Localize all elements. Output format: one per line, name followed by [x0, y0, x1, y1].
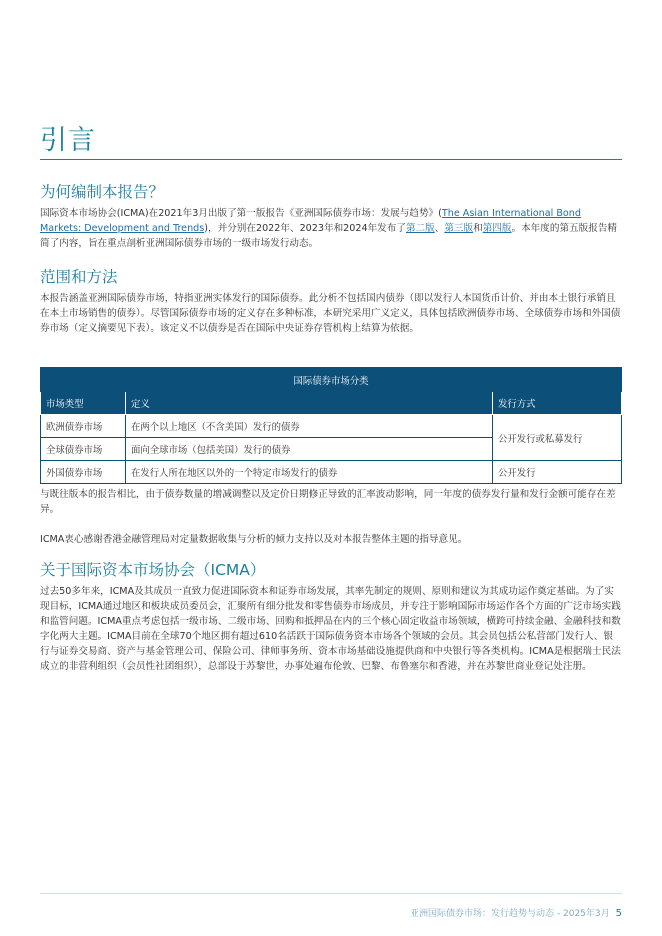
fourth-edition-link[interactable]: 第四版 [482, 223, 512, 234]
second-edition-link[interactable]: 第二版 [405, 223, 435, 234]
table-cell-issuance: 公开发行 [493, 461, 622, 484]
report-link[interactable]: The Asian International Bond Markets: Development and Trends [40, 208, 581, 234]
section-heading-about: 关于国际资本市场协会（ICMA） [40, 561, 266, 579]
page-title: 引言 [40, 125, 96, 156]
title-divider [40, 159, 622, 160]
section-why-paragraph [40, 206, 622, 251]
third-edition-link[interactable]: 第三版 [444, 223, 474, 234]
table-caption: 国际债券市场分类 [41, 368, 622, 392]
table-row [41, 461, 622, 484]
table-cell-type: 欧洲债券市场 [41, 415, 126, 438]
paragraph-text: 。本年度的第五版报告精简了内容，旨在重点剖析亚洲国际债券市场的一级市场发行动态。 [40, 223, 618, 249]
table-cell-definition: 在两个以上地区（不含美国）发行的债券 [126, 415, 493, 438]
footer-text: 亚洲国际债券市场：发行趋势与动态 - 2025年3月 [410, 909, 610, 919]
footer [410, 906, 622, 919]
section-heading-why: 为何编制本报告？ [40, 183, 165, 201]
paragraph-text: 国际资本市场协会(ICMA)在2021年3月出版了第一版报告《亚洲国际债券市场：发展与趋势》( [40, 208, 442, 219]
table-cell-type: 全球债券市场 [41, 438, 126, 461]
table-cell-type: 外国债券市场 [41, 461, 126, 484]
table-header-type: 市场类型 [41, 392, 126, 415]
paragraph-text: 、 [434, 223, 445, 234]
table-header-definition: 定义 [126, 392, 493, 415]
table-cell-definition: 在发行人所在地区以外的一个特定市场发行的债券 [126, 461, 493, 484]
table-cell-definition: 面向全球市场（包括美国）发行的债券 [126, 438, 493, 461]
section-scope-paragraph: 本报告涵盖亚洲国际债券市场，特指亚洲实体发行的国际债券。此分析不包括国内债券（即以发行人本国货币计价、并由本土银行承销且在本土市场销售的债券）。尽管国际债券市场的定义存在多种标准，本研究采用广义定义，具体包括欧洲债券市场、全球债券市场和外国债券市场（定义摘要见下表）。该定义不以债券是否在国际中央证券存管机构上结算为依据。 [40, 293, 621, 334]
footer-divider [40, 893, 622, 894]
revision-note-paragraph: 与既往版本的报告相比，由于债券数量的增减调整以及定价日期修正导致的汇率波动影响，同一年度的债券发行量和发行金额可能存在差异。 [40, 489, 616, 515]
table-cell-issuance: 公开发行或私募发行 [493, 415, 622, 461]
paragraph-text: 和 [473, 223, 483, 234]
paragraph-text: )，并分别在2022年、2023年和2024年发布了 [204, 223, 406, 234]
page-number: 5 [615, 908, 622, 919]
acknowledgement-paragraph: ICMA衷心感谢香港金融管理局对定量数据收集与分析的倾力支持以及对本报告整体主题的指导意见。 [40, 534, 468, 545]
section-about-paragraph: 过去50多年来，ICMA及其成员一直致力促进国际资本和证券市场发展，其率先制定的规则、原则和建议为其成功运作奠定基础。为了实现目标，ICMA通过地区和板块成员委员会，汇聚所有细分批发和零售债券市场成员，并专注于影响国际市场运作各个方面的广泛市场实践和监管问题。ICMA重点考虑包括一级市场、二级市场、回购和抵押品在内的三个核心固定收益市场领域，横跨可持续金融、金融科技和数字化两大主题。ICMA目前在全球70个地区拥有超过610名活跃于国际债务资本市场各个领域的会员。其会员包括公私营部门发行人、银行与证券交易商、资产与基金管理公司、保险公司、律师事务所、资本市场基础设施提供商和中央银行等各类机构。ICMA是根据瑞士民法成立的非营利组织（会员性社团组织），总部设于苏黎世，办事处遍布伦敦、巴黎、布鲁塞尔和香港，并在苏黎世商业登记处注册。 [40, 586, 621, 672]
section-heading-scope: 范围和方法 [40, 268, 118, 286]
table-row [41, 415, 622, 438]
table-header-issuance: 发行方式 [493, 392, 622, 415]
bond-market-table [40, 367, 622, 484]
